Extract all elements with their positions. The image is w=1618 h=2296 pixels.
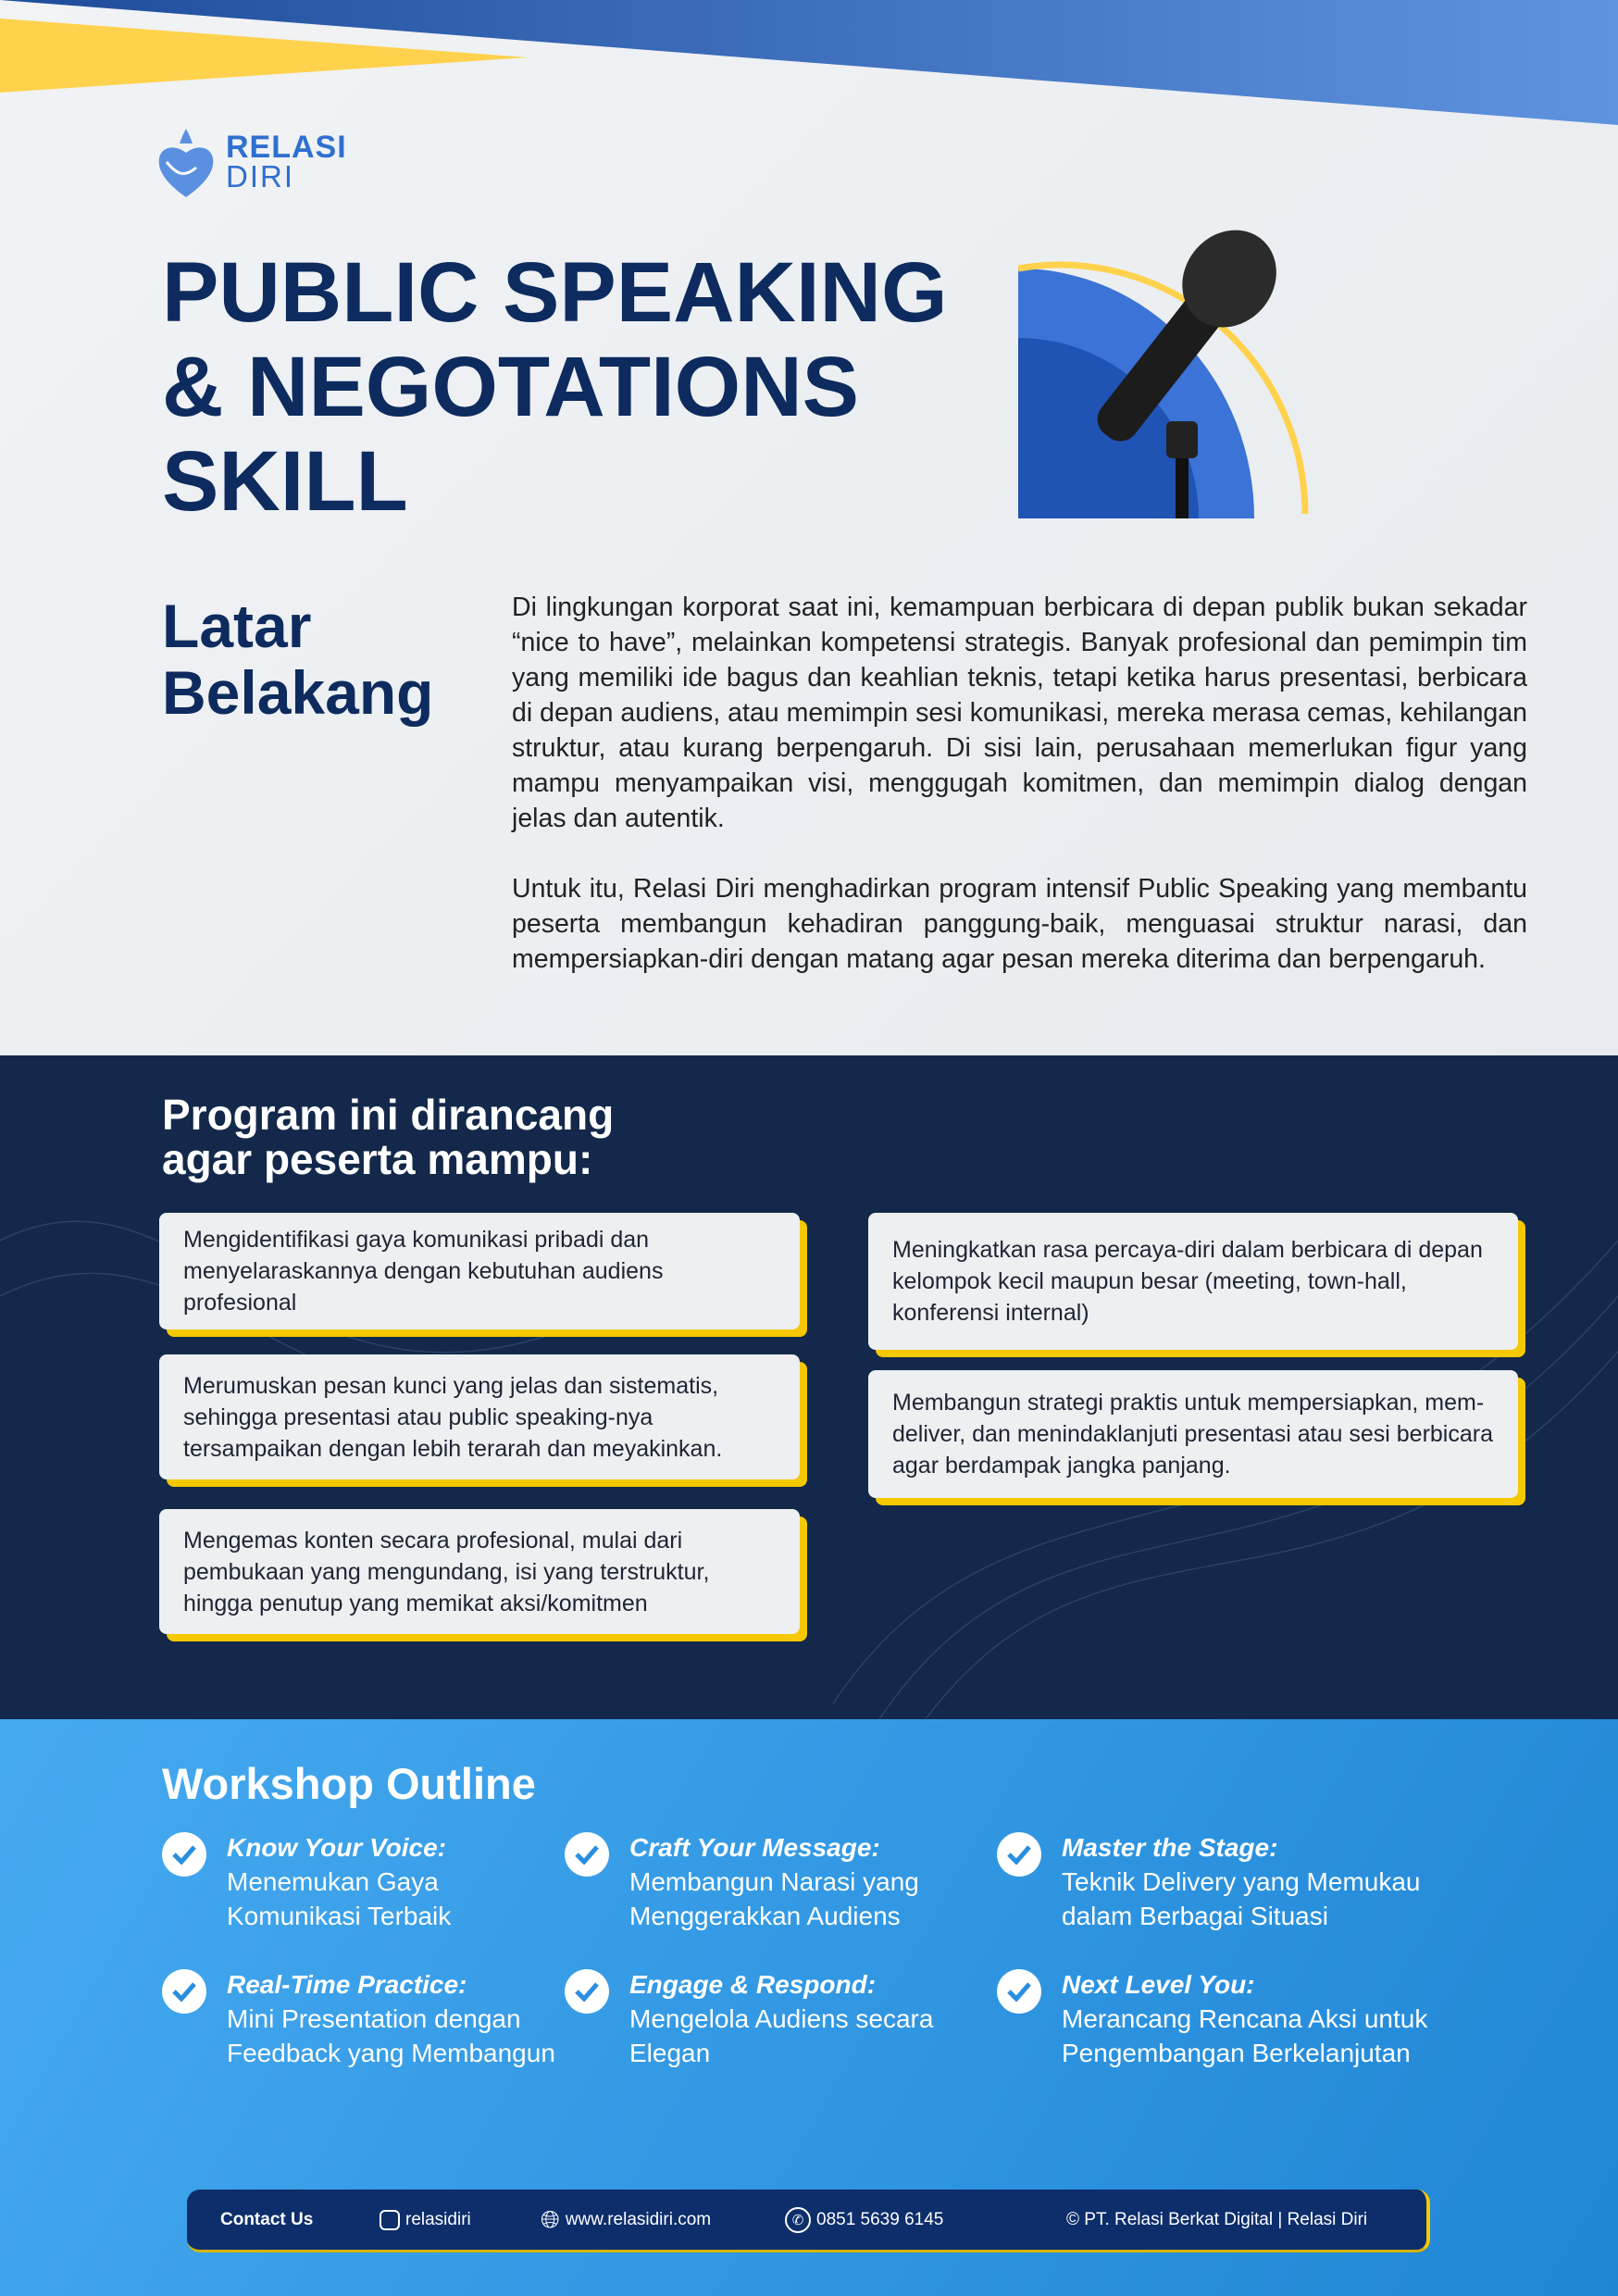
outline-item-title: Craft Your Message:: [629, 1833, 880, 1862]
outline-section: [0, 1719, 1618, 2296]
website-url: www.relasidiri.com: [565, 2209, 712, 2229]
objectives-section: [0, 1055, 1618, 1719]
outline-item-desc: Teknik Delivery yang Memukau dalam Berbagai Situasi: [1062, 1867, 1421, 1930]
microphone-illustration: [1018, 208, 1324, 518]
outline-item-desc: Merancang Rencana Aksi untuk Pengembangan Berkelanjutan: [1062, 2004, 1428, 2067]
outline-item-title: Real-Time Practice:: [227, 1970, 467, 1999]
outline-item-title: Know Your Voice:: [227, 1833, 446, 1862]
brand-logo: [156, 125, 347, 199]
globe-icon: 🌐︎: [541, 2204, 560, 2233]
instagram-icon: [380, 2210, 400, 2230]
phone-link[interactable]: [785, 2207, 943, 2233]
contact-label: Contact Us: [220, 2209, 314, 2229]
brand-name-line1: RELASI: [226, 130, 347, 165]
objectives-heading: [162, 1092, 810, 1181]
objective-card: Mengidentifikasi gaya komunikasi pribadi dan menyelaraskannya dengan kebutuhan audiens profesional: [159, 1213, 800, 1329]
page-title: [162, 245, 995, 529]
objective-card: Meningkatkan rasa percaya-diri dalam berbicara di depan kelompok kecil maupun besar (meeting, town-hall, konferensi internal): [868, 1213, 1518, 1350]
objective-card: Mengemas konten secara profesional, mulai dari pembukaan yang mengundang, isi yang terstruktur, hingga penutup yang memikat aksi/komitmen: [159, 1509, 800, 1634]
outline-item: [162, 1830, 560, 1933]
instagram-link[interactable]: [380, 2210, 471, 2230]
check-circle-icon: [565, 1969, 609, 2014]
background-text: [512, 590, 1527, 977]
outline-item-desc: Mini Presentation dengan Feedback yang Membangun: [227, 2004, 555, 2067]
outline-item: [997, 1830, 1478, 1933]
outline-item-desc: Mengelola Audiens secara Elegan: [629, 2004, 934, 2067]
check-circle-icon: [162, 1832, 206, 1877]
outline-item-title: Next Level You:: [1062, 1970, 1255, 1999]
check-circle-icon: [162, 1969, 206, 2014]
phone-icon: ✆: [785, 2207, 811, 2233]
outline-item: [162, 1967, 560, 2070]
outline-item-desc: Menemukan Gaya Komunikasi Terbaik: [227, 1867, 452, 1930]
paragraph: Di lingkungan korporat saat ini, kemampuan berbicara di depan publik bukan sekadar “nice to have”, melainkan kompetensi strategis. Banyak profesional dan pemimpin tim yang memiliki ide bagus dan keahlian teknis, tetapi ketika harus presentasi, berbicara di depan audiens, atau memimpin sesi komunikasi, mereka merasa cemas, kehilangan struktur, atau kurang berpengaruh. Di sisi lain, perusahaan memerlukan figur yang mampu menyampaikan visi, menggugah komitmen, dan memimpin dialog dengan jelas dan autentik.: [512, 593, 1527, 833]
outline-item-title: Master the Stage:: [1062, 1833, 1278, 1862]
background-heading: [162, 593, 477, 726]
outline-item-desc: Membangun Narasi yang Menggerakkan Audiens: [629, 1867, 919, 1930]
outline-item-title: Engage & Respond:: [629, 1970, 877, 1999]
phone-number: 0851 5639 6145: [816, 2209, 944, 2229]
title-line: PUBLIC SPEAKING: [162, 245, 948, 340]
website-link[interactable]: [541, 2205, 711, 2235]
decorative-banner: [0, 0, 1618, 130]
outline-item: [997, 1967, 1478, 2070]
instagram-handle: relasidiri: [405, 2209, 471, 2229]
outline-heading: Workshop Outline: [162, 1759, 536, 1808]
check-circle-icon: [997, 1832, 1041, 1877]
outline-item: [565, 1967, 963, 2070]
heading-line: agar peserta mampu:: [162, 1135, 593, 1183]
copyright: © PT. Relasi Berkat Digital | Relasi Diri: [1066, 2209, 1368, 2229]
brand-name-line2: DIRI: [226, 159, 294, 193]
objective-card: Merumuskan pesan kunci yang jelas dan sistematis, sehingga presentasi atau public speaking-nya tersampaikan dengan lebih terarah dan meyakinkan.: [159, 1354, 800, 1479]
title-line: & NEGOTATIONS: [162, 340, 860, 434]
check-circle-icon: [997, 1969, 1041, 2014]
title-line: SKILL: [162, 434, 408, 529]
heading-line: Program ini dirancang: [162, 1091, 615, 1139]
heading-line: Belakang: [162, 658, 434, 727]
heart-logo-icon: [156, 125, 217, 199]
contact-footer: [187, 2190, 1430, 2252]
check-circle-icon: [565, 1832, 609, 1877]
outline-item: [565, 1830, 1018, 1933]
header-section: [0, 0, 1618, 1055]
heading-line: Latar: [162, 592, 312, 660]
paragraph: Untuk itu, Relasi Diri menghadirkan program intensif Public Speaking yang membantu peserta membangun kehadiran panggung-baik, menguasai struktur narasi, dan mempersiapkan-diri dengan matang agar pesan mereka diterima dan berpengaruh.: [512, 874, 1527, 974]
objective-card: Membangun strategi praktis untuk mempersiapkan, mem-deliver, dan menindaklanjuti presentasi atau sesi berbicara agar berdampak jangka panjang.: [868, 1370, 1518, 1498]
